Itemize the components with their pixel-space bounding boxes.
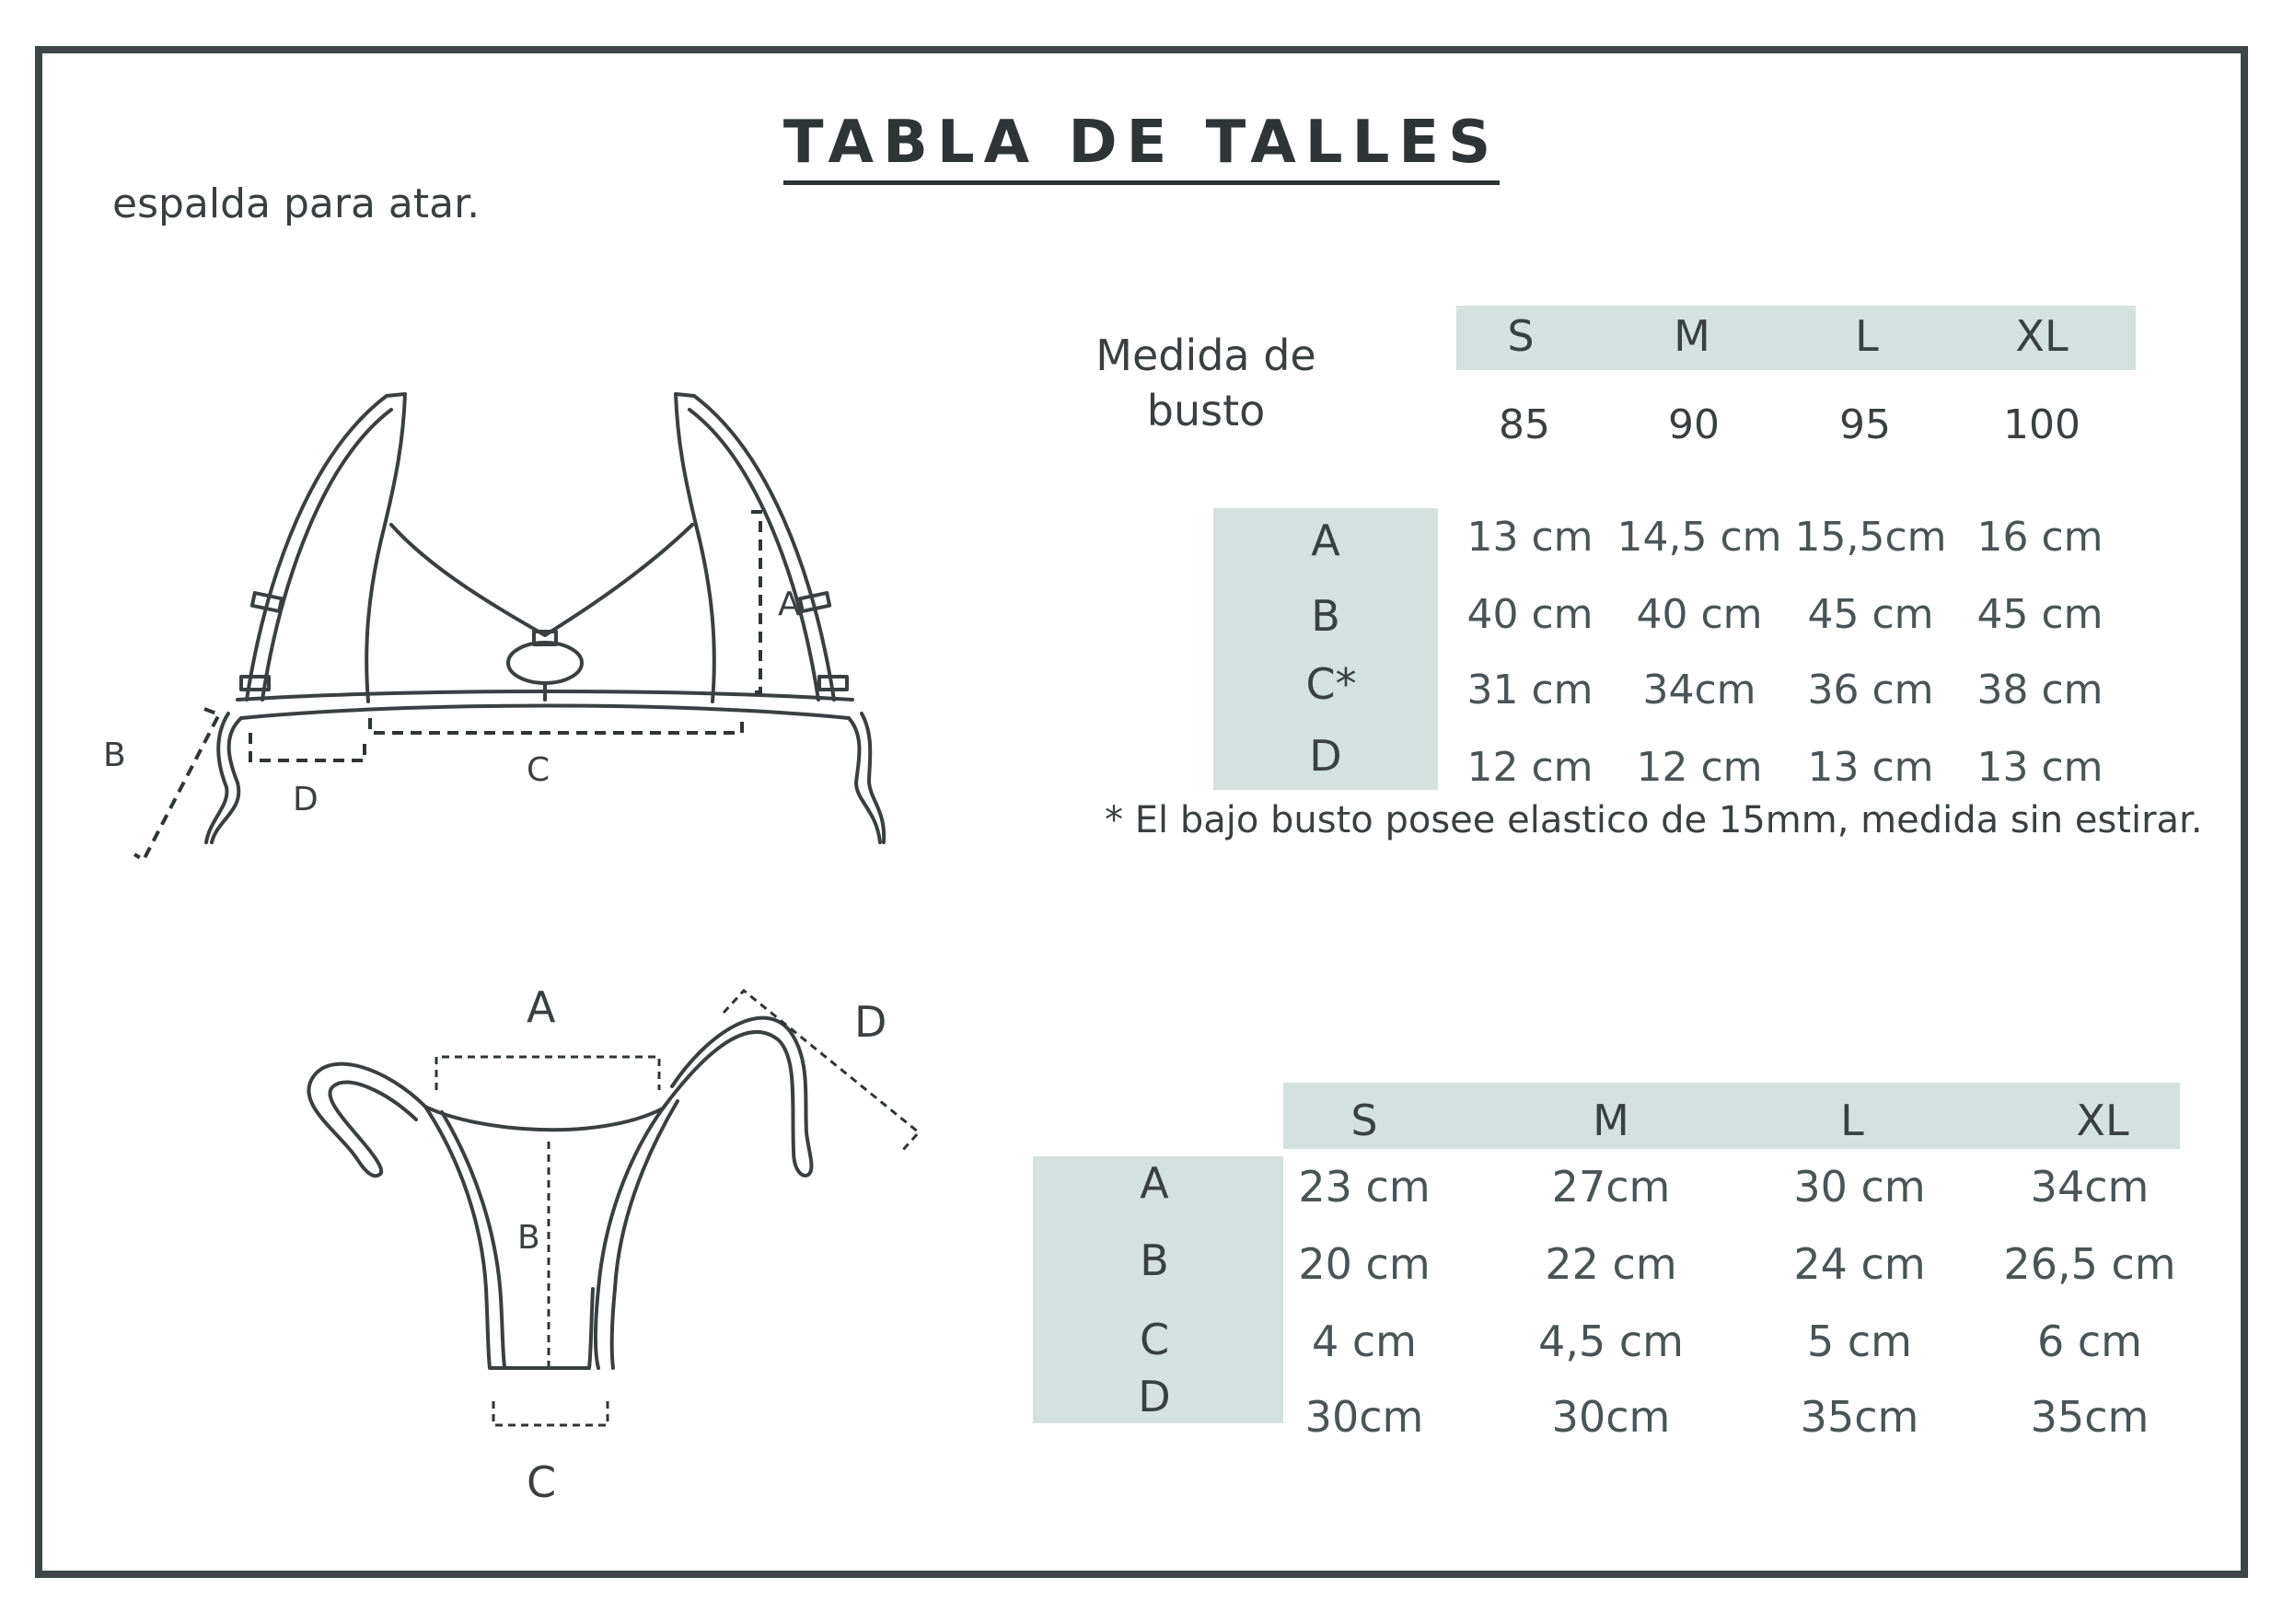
top-label-a: A bbox=[778, 586, 801, 623]
bottom-label-b: B bbox=[517, 1219, 540, 1257]
busto-value: 95 bbox=[1839, 401, 1891, 448]
top-cell: 13 cm bbox=[1976, 744, 2103, 791]
busto-value: 90 bbox=[1668, 401, 1720, 448]
bottom-label-d: D bbox=[854, 997, 887, 1047]
top-cell: 34cm bbox=[1642, 667, 1756, 713]
bottom-cell: 35cm bbox=[1800, 1392, 1919, 1442]
bottom-cell: 4 cm bbox=[1312, 1317, 1417, 1366]
top-cell: 13 cm bbox=[1807, 744, 1934, 791]
top-cell: 15,5cm bbox=[1794, 514, 1947, 561]
bottom-size-header: L bbox=[1840, 1096, 1864, 1145]
top-size-header: S bbox=[1507, 311, 1535, 361]
top-label-c: C bbox=[527, 751, 550, 789]
bottom-label-a: A bbox=[527, 982, 556, 1032]
bottom-cell: 5 cm bbox=[1807, 1317, 1912, 1366]
bottom-cell: 30cm bbox=[1304, 1392, 1424, 1442]
top-cell: 12 cm bbox=[1466, 744, 1593, 791]
bottom-row-label: A bbox=[1140, 1158, 1169, 1208]
top-cell: 31 cm bbox=[1466, 667, 1593, 713]
bottom-cell: 23 cm bbox=[1298, 1162, 1431, 1212]
top-cell: 36 cm bbox=[1807, 667, 1934, 713]
top-cell: 40 cm bbox=[1636, 591, 1763, 638]
bottom-cell: 22 cm bbox=[1545, 1239, 1677, 1289]
bottom-size-header: M bbox=[1593, 1096, 1629, 1145]
busto-label: Medida de busto bbox=[1095, 331, 1316, 435]
top-label-d: D bbox=[293, 781, 319, 818]
top-cell: 45 cm bbox=[1807, 591, 1934, 638]
bottom-cell: 27cm bbox=[1551, 1162, 1671, 1212]
top-size-header: M bbox=[1674, 311, 1710, 361]
busto-value: 100 bbox=[2003, 401, 2080, 448]
bottom-label-c: C bbox=[527, 1457, 557, 1507]
bottom-cell: 6 cm bbox=[2037, 1317, 2142, 1366]
bottom-cell: 4,5 cm bbox=[1538, 1317, 1684, 1366]
bottom-size-header: S bbox=[1350, 1096, 1378, 1145]
elastic-note: * El bajo busto posee elastico de 15mm, medida sin estirar. bbox=[1105, 799, 2203, 841]
top-cell: 38 cm bbox=[1976, 667, 2103, 713]
bottom-cell: 30 cm bbox=[1793, 1162, 1926, 1212]
top-size-header: XL bbox=[2015, 311, 2069, 361]
top-row-label: C* bbox=[1305, 659, 1357, 709]
bottom-size-header: XL bbox=[2076, 1096, 2129, 1145]
bottom-cell: 20 cm bbox=[1298, 1239, 1431, 1289]
bottom-row-label: C bbox=[1139, 1315, 1170, 1364]
bottom-header-band bbox=[1283, 1083, 2180, 1149]
bottom-row-label: D bbox=[1138, 1372, 1171, 1421]
top-cell: 40 cm bbox=[1466, 591, 1593, 638]
top-cell: 12 cm bbox=[1636, 744, 1763, 791]
top-cell: 14,5 cm bbox=[1617, 514, 1782, 561]
bottom-cell: 30cm bbox=[1551, 1392, 1671, 1442]
top-cell: 16 cm bbox=[1976, 514, 2103, 561]
subtitle: espalda para atar. bbox=[112, 180, 481, 227]
busto-value: 85 bbox=[1499, 401, 1550, 448]
top-size-header: L bbox=[1855, 311, 1879, 361]
bottom-cell: 34cm bbox=[2030, 1162, 2150, 1212]
bottom-cell: 35cm bbox=[2030, 1392, 2150, 1442]
top-cell: 45 cm bbox=[1976, 591, 2103, 638]
bottom-row-label: B bbox=[1140, 1235, 1169, 1285]
top-row-label: A bbox=[1311, 516, 1340, 565]
page-title: TABLA DE TALLES bbox=[0, 109, 2283, 177]
bottom-cell: 24 cm bbox=[1793, 1239, 1926, 1289]
top-row-label: D bbox=[1309, 731, 1342, 781]
bottom-cell: 26,5 cm bbox=[2003, 1239, 2176, 1289]
top-label-b: B bbox=[103, 737, 126, 774]
top-cell: 13 cm bbox=[1466, 514, 1593, 561]
top-row-label: B bbox=[1311, 591, 1340, 641]
